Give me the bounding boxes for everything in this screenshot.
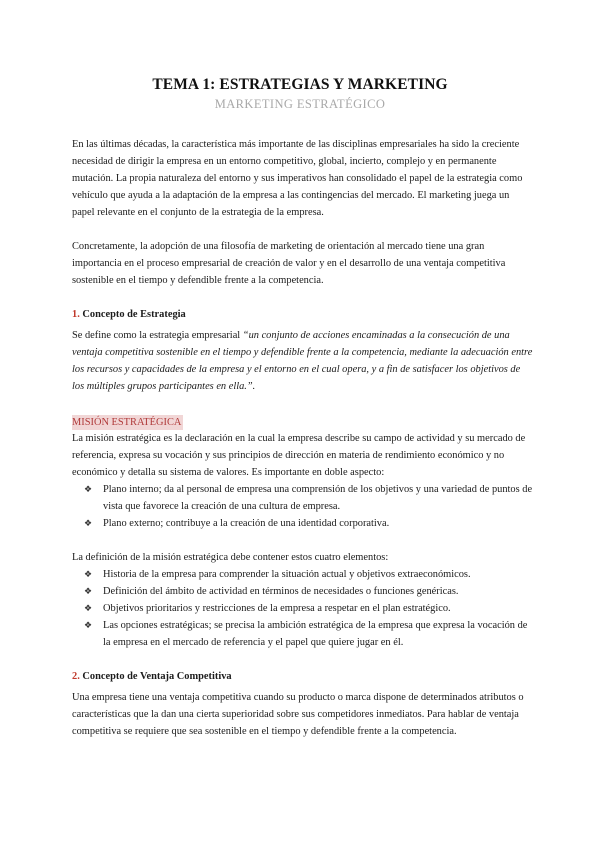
list-item: ❖ Definición del ámbito de actividad en términos de necesidades o funciones genéricas.: [72, 583, 534, 600]
section-2-heading: [72, 668, 534, 685]
section-1-heading: [72, 306, 534, 323]
mision-label: MISIÓN ESTRATÉGICA: [72, 417, 182, 428]
mision-definition-intro: La definición de la misión estratégica debe contener estos cuatro elementos:: [72, 552, 389, 563]
section-1-lead: Se define como la estrategia empresarial: [72, 330, 243, 341]
section-1-quote: “un conjunto de acciones encaminadas a la consecución de una ventaja competitiva sostenible en el tiempo y defendible frente a la competencia, mediante la adecuación entre los recursos y capacidades de la empresa y el entorno en el cual opera, y a fin de satisfacer los objetivos de los múltiples grupos participantes en ella.”.: [72, 330, 533, 392]
section-2-paragraph: Una empresa tiene una ventaja competitiva cuando su producto o marca dispone de determinados atributos o características que la dan una cierta superioridad sobre sus competidores inmediatos. Para hablar de ventaja competitiva se requiere que sea sostenible en el tiempo y defendible frente a la competencia.: [72, 692, 524, 737]
diamond-bullet-icon: ❖: [84, 569, 93, 579]
mision-elements-list: [72, 566, 534, 651]
list-item: ❖ Plano externo; contribuye a la creación de una identidad corporativa.: [72, 515, 534, 532]
document-body: [72, 136, 534, 740]
page-subtitle: MARKETING ESTRATÉGICO: [214, 97, 386, 111]
mision-label-wrap: [72, 412, 534, 430]
section-2-title: Concepto de Ventaja Competitiva: [82, 671, 232, 682]
list-item: ❖ Historia de la empresa para comprender la situación actual y objetivos extraeconómicos.: [72, 566, 534, 583]
page-title: TEMA 1: ESTRATEGIAS Y MARKETING: [152, 76, 448, 93]
list-item: ❖ Objetivos prioritarios y restricciones de la empresa a respetar en el plan estratégico.: [72, 600, 534, 617]
diamond-bullet-icon: ❖: [84, 620, 93, 630]
diamond-bullet-icon: ❖: [84, 586, 93, 596]
intro-paragraph-2: Concretamente, la adopción de una filosofía de marketing de orientación al mercado tiene una gran importancia en el proceso empresarial de creación de valor y en el desarrollo de una ventaja competitiva sostenible en el tiempo y defendible frente a la competencia.: [72, 241, 506, 286]
section-2-number: 2.: [72, 671, 80, 682]
section-1-paragraph: [72, 327, 534, 395]
list-item: ❖ Plano interno; da al personal de empresa una comprensión de los objetivos y una variedad de puntos de vista que favorece la creación de una cultura de empresa.: [72, 481, 534, 515]
mision-paragraph: La misión estratégica es la declaración en la cual la empresa describe su campo de actividad y su mercado de referencia, expresa su vocación y sus principios de dirección en materia de rendimiento económico y no económico y detalla su sistema de valores. Es importante en doble aspecto:: [72, 433, 526, 478]
diamond-bullet-icon: ❖: [84, 603, 93, 613]
section-1-title: Concepto de Estrategia: [82, 309, 186, 320]
mision-aspect-list: [72, 481, 534, 532]
intro-paragraph-1: En las últimas décadas, la característica más importante de las disciplinas empresariales ha sido la creciente necesidad de dirigir la empresa en un entorno competitivo, global, incierto, complejo y en permanente mutación. La propia naturaleza del entorno y sus imperativos han consolidado el papel de la estrategia como vehículo que ayuda a la adaptación de la empresa a las contingencias del mercado. El marketing juega un papel relevante en el conjunto de la estrategia de la empresa.: [72, 139, 523, 218]
list-item: ❖ Las opciones estratégicas; se precisa la ambición estratégica de la empresa que expresa la vocación de la empresa en el mercado de referencia y el papel que quiere jugar en él.: [72, 617, 534, 651]
section-1-number: 1.: [72, 309, 80, 320]
diamond-bullet-icon: ❖: [84, 518, 93, 528]
diamond-bullet-icon: ❖: [84, 484, 93, 494]
